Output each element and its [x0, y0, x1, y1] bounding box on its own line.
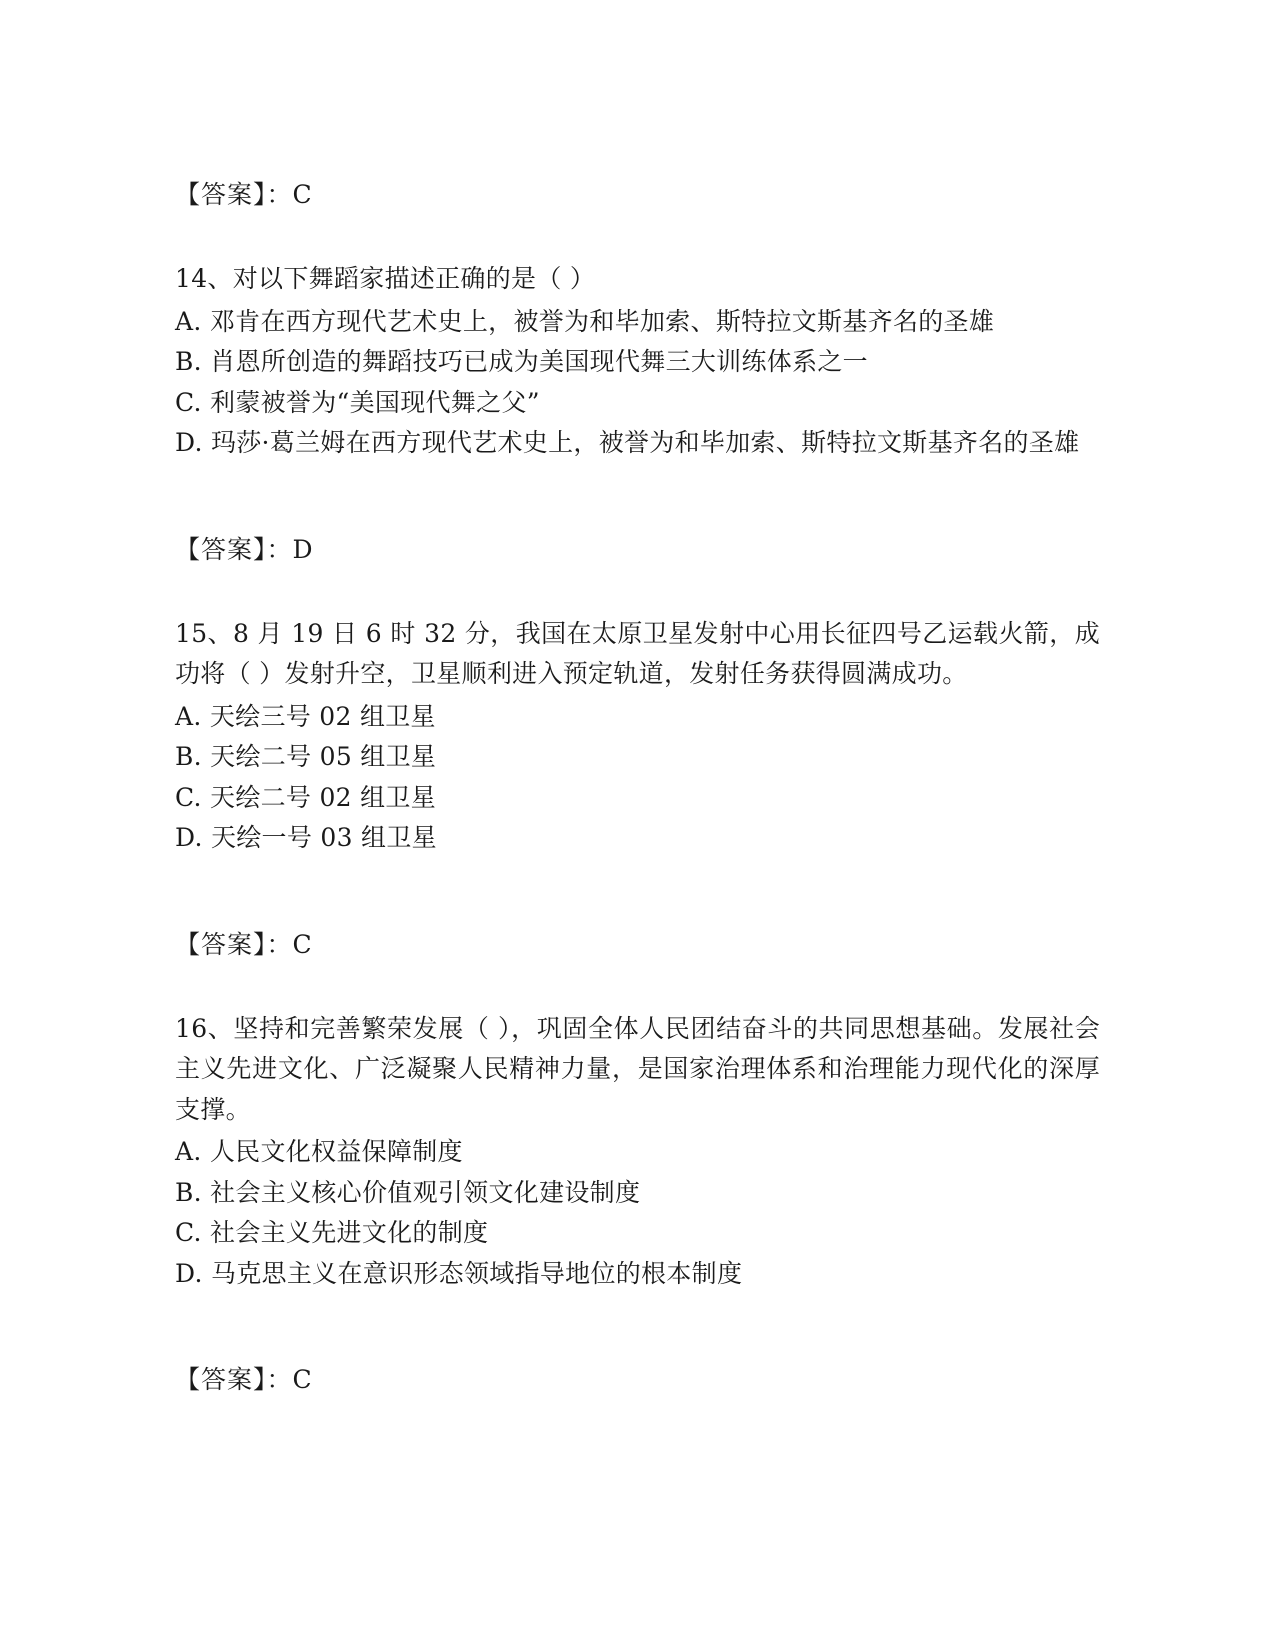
question-text: 坚持和完善繁荣发展（ ），巩固全体人民团结奋斗的共同思想基础。发展社会主义先进文化、广泛凝聚人民精神力量，是国家治理体系和治理能力现代化的深厚支撑。 — [175, 1013, 1100, 1124]
question-option-b: B. 肖恩所创造的舞蹈技巧已成为美国现代舞三大训练体系之一 — [175, 347, 868, 376]
answer-label: 【答案】： — [175, 1365, 293, 1394]
answer-label: 【答案】： — [175, 929, 293, 959]
answer-value: C — [292, 929, 313, 959]
question-option-b: B. 社会主义核心价值观引领文化建设制度 — [175, 1177, 641, 1207]
spacer — [175, 504, 1100, 530]
question-option-d: D. 天绘一号 03 组卫星 — [175, 823, 437, 852]
question-block-15 — [175, 614, 1100, 859]
question-option-d: D. 玛莎·葛兰姆在西方现代艺术史上，被誉为和毕加索、斯特拉文斯基齐名的圣雄 — [175, 428, 1080, 457]
answer-value: C — [292, 1365, 313, 1394]
question-stem — [175, 614, 1100, 695]
question-number: 16、 — [175, 1013, 234, 1043]
answer-label: 【答案】： — [175, 180, 293, 209]
answer-line — [175, 530, 1100, 570]
answer-line — [175, 925, 1100, 965]
question-option-a: A. 人民文化权益保障制度 — [175, 1137, 463, 1166]
answer-label: 【答案】： — [175, 534, 293, 564]
question-text: 对以下舞蹈家描述正确的是（ ） — [232, 264, 596, 293]
question-option-a: A. 天绘三号 02 组卫星 — [175, 701, 436, 731]
question-option-d: D. 马克思主义在意识形态领域指导地位的根本制度 — [175, 1258, 743, 1288]
answer-value: D — [292, 534, 314, 564]
question-option-c: C. 利蒙被誉为“美国现代舞之父” — [175, 387, 540, 417]
question-number: 15、 — [175, 618, 233, 648]
question-block-14 — [175, 259, 1100, 464]
question-stem — [175, 259, 1100, 300]
answer-line — [175, 175, 1100, 215]
question-option-a: A. 邓肯在西方现代艺术史上，被誉为和毕加索、斯特拉文斯基齐名的圣雄 — [175, 306, 995, 336]
question-block-16 — [175, 1009, 1100, 1295]
answer-value: C — [292, 180, 313, 209]
question-stem — [175, 1009, 1100, 1131]
question-option-c: C. 天绘二号 02 组卫星 — [175, 782, 437, 812]
question-option-b: B. 天绘二号 05 组卫星 — [175, 742, 437, 771]
question-text: 8 月 19 日 6 时 32 分，我国在太原卫星发射中心用长征四号乙运载火箭，成功将（ ）发射升空，卫星顺利进入预定轨道，发射任务获得圆满成功。 — [175, 618, 1100, 688]
spacer — [175, 899, 1100, 925]
question-option-c: C. 社会主义先进文化的制度 — [175, 1218, 489, 1247]
answer-line — [175, 1360, 1100, 1400]
question-number: 14、 — [175, 264, 233, 293]
spacer — [175, 1334, 1100, 1360]
